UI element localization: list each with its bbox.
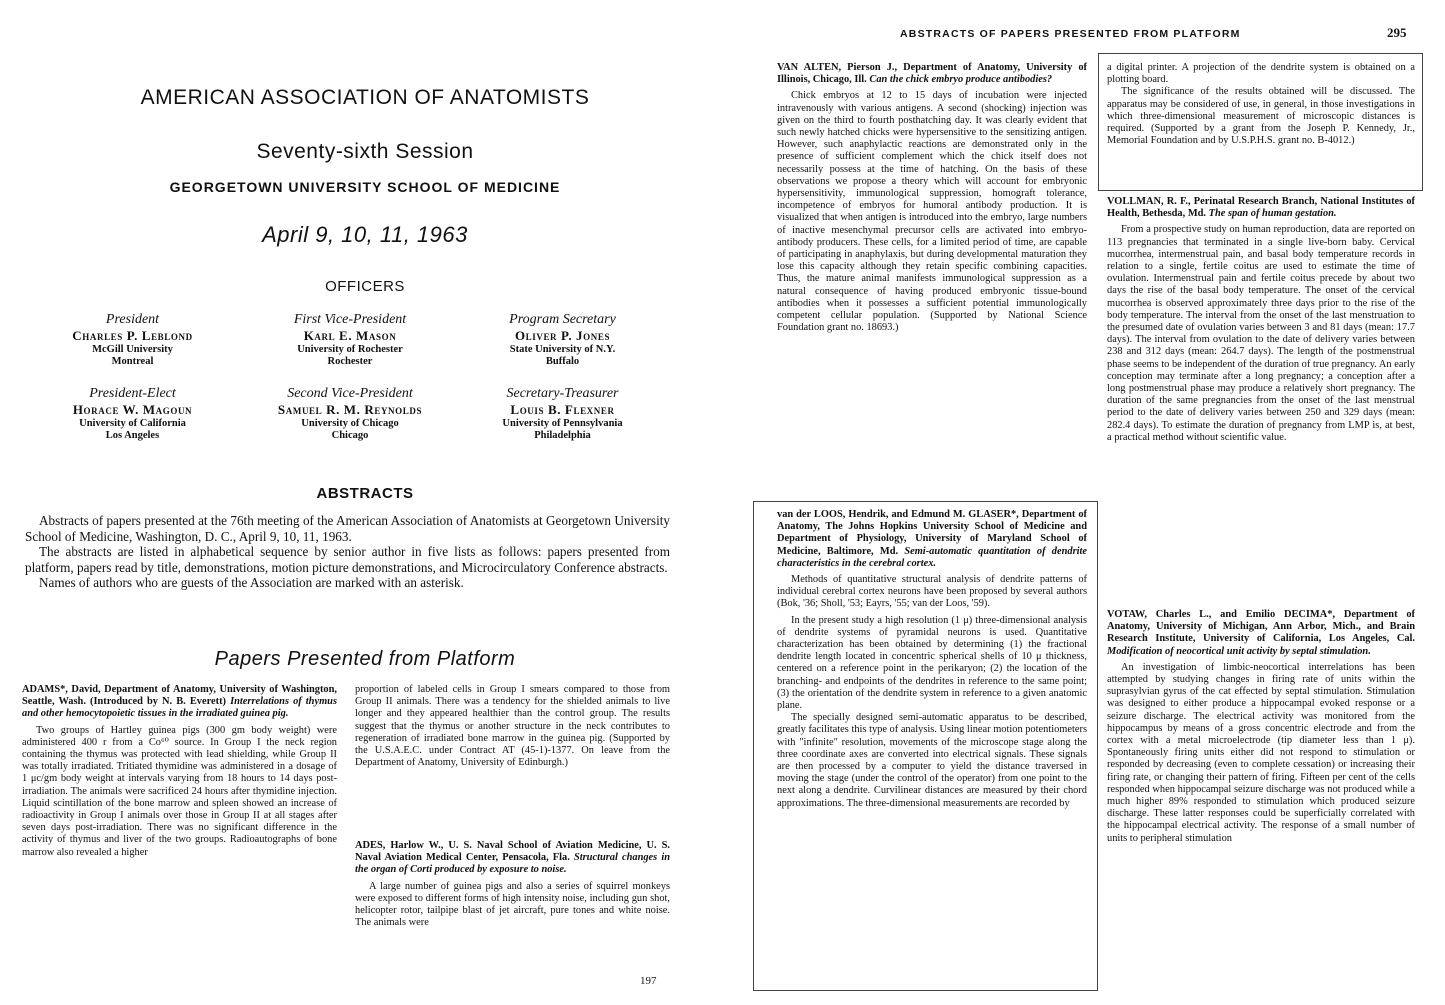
abstract-body: From a prospective study on human reproduction, data are reported on 113 pregnancies that terminated in a single live-born baby. Cervical mucorrhea, intermenstrual pain, and basal body temperature records in relation to a single, fertile coitus are used to estimate the time of ovulation. Intermenstrual pain and fertile coitus precede by about two days the rise of the basal body temperature. The onset of the cervical mucorrhea is observed approximately three days prior to the rise of the body temperature. The interval from the onset of the last menstruation to the presumed date of ovulation varies between 3 and 81 days (mean: 17.7 days). The interval from ovulation to the date of delivery varies between 238 and 312 days (mean: 264.7 days). The length of the postmenstrual phase seems to be independent of the duration of true pregnancy. An early conception may terminate after a long pregnancy; a conception after a long postmenstrual phase may produce a relatively short pregnancy. The duration of the same pregnancies from the onset of the last menstrual period to the date of delivery varies between 250 and 329 days (mean: 282.4 days). To estimate the duration of pregnancy from LMP is, at best, a practical method without scientific value. <box>1107 224 1415 443</box>
officer-city: Montreal <box>111 356 154 367</box>
introduction <box>25 513 670 591</box>
officer-name: Charles P. Leblond <box>72 328 193 343</box>
abstract-body: a digital printer. A projection of the dendrite system is obtained on a plotting board. <box>1107 62 1415 86</box>
officer-title: Secretary-Treasurer <box>506 386 619 401</box>
officer-title: President <box>105 312 160 327</box>
abstract-author: ADES, Harlow W., U. S. Naval School of Aviation Medicine, U. S. Naval Aviation Medical Center, Pensacola, Fla. <box>355 840 670 864</box>
page-number: 295 <box>1387 25 1407 40</box>
officer-president <box>30 312 235 368</box>
abstract-body: In the present study a high resolution (1 μ) three-dimensional analysis of dendrite systems of pyramidal neurons is used. Quantitative characterization has been obtained by determining (1) the fractional dendrite length located in concentric spherical shells of 10 μ thickness, centered on a reference point in the perikaryon; (2) the location of the branching- and endpoints of the dendrites in reference to the same point; (3) the orientation of the dendrite system in reference to a given anatomic plane. <box>777 614 1087 712</box>
abstract-votaw <box>1107 609 1415 845</box>
abstract-adams <box>22 684 337 859</box>
officer-city: Buffalo <box>545 356 580 367</box>
abstract-adams-continued <box>355 684 670 769</box>
abstract-title: The span of human gestation. <box>1208 208 1337 220</box>
officer-affiliation: University of California <box>79 418 186 429</box>
officer-affiliation: University of Chicago <box>301 418 399 429</box>
officer-secretary-treasurer <box>460 386 665 442</box>
abstract-author: ADAMS*, David, Department of Anatomy, University of Washington, Seattle, Wash. (Introduced by N. B. Everett) <box>22 684 337 708</box>
officer-name: Louis B. Flexner <box>510 402 615 417</box>
abstract-van-der-loos-continued <box>1107 62 1415 147</box>
intro-paragraph: Abstracts of papers presented at the 76th meeting of the American Association of Anatomists at Georgetown University School of Medicine, Washington, D. C., April 9, 10, 11, 1963. <box>25 513 670 544</box>
abstract-author: van der LOOS, Hendrik, and Edmund M. GLASER*, Department of Anatomy, The Johns Hopkins University School of Medicine and Department of Physiology, University of Maryland School of Medicine, Baltimore, Md. <box>777 509 1087 557</box>
officer-affiliation: University of Pennsylvania <box>502 418 623 429</box>
officer-affiliation: McGill University <box>92 344 173 355</box>
officer-name: Horace W. Magoun <box>72 402 193 417</box>
abstract-title: Semi-automatic quantitation of dendrite characteristics in the cerebral cortex. <box>777 545 1087 569</box>
abstract-van-der-loos <box>777 509 1087 810</box>
officers-heading: OFFICERS <box>325 278 405 295</box>
session-title: Seventy-sixth Session <box>256 140 474 163</box>
association-title: AMERICAN ASSOCIATION OF ANATOMISTS <box>140 86 590 109</box>
abstract-author: VAN ALTEN, Pierson J., Department of Anatomy, University of Illinois, Chicago, Ill. <box>777 62 1087 86</box>
intro-paragraph: Names of authors who are guests of the Association are marked with an asterisk. <box>39 575 464 590</box>
abstract-author: VOLLMAN, R. F., Perinatal Research Branch, National Institutes of Health, Bethesda, Md. <box>1107 196 1415 220</box>
officer-city: Chicago <box>331 430 369 441</box>
school-name: GEORGETOWN UNIVERSITY SCHOOL OF MEDICINE <box>169 179 561 195</box>
officer-title: President-Elect <box>89 386 176 401</box>
officer-affiliation: State University of N.Y. <box>509 344 616 355</box>
officer-name: Karl E. Mason <box>303 328 397 343</box>
officer-name: Samuel R. M. Reynolds <box>277 402 423 417</box>
abstract-vollman <box>1107 196 1415 444</box>
abstract-body: Methods of quantitative structural analysis of dendrite patterns of individual cerebral cortex neurons have been proposed by several authors (Bok, '36; Sholl, '53; Eayrs, '55; van der Loos, '59). <box>777 574 1087 610</box>
officer-city: Philadelphia <box>534 430 591 441</box>
running-head: ABSTRACTS OF PAPERS PRESENTED FROM PLATFORM <box>900 28 1241 40</box>
abstract-body: The specially designed semi-automatic apparatus to be described, greatly facilitates this type of analysis. Using linear motion potentiometers with "infinite" resolution, movements of the microscope stage along the three coordinate axes are converted into electrical signals. These signals are then processed by a computer to yield the distance traversed in moving the stage (under the control of the operator) from one point to the next along a dendrite. Curvilinear distances are measured by their chord approximations. The three-dimensional measurements are recorded by <box>777 712 1087 809</box>
officer-city: Los Angeles <box>105 430 160 441</box>
abstract-body: A large number of guinea pigs and also a series of squirrel monkeys were exposed to different forms of high intensity noise, including gun shot, helicopter rotor, tailpipe blast of jet aircraft, pure tones and white noise. The animals were <box>355 880 670 929</box>
papers-heading: Papers Presented from Platform <box>214 648 516 670</box>
right-journal-page <box>735 0 1445 1005</box>
intro-paragraph: The abstracts are listed in alphabetical sequence by senior author in five lists as follows: papers presented from platform, papers read by title, demonstrations, motion picture demonstrations, and Microcirculatory Conference abstracts. <box>25 544 670 575</box>
officer-president-elect <box>30 386 235 442</box>
officer-first-vice-president <box>245 312 455 368</box>
abstract-van-alten <box>777 62 1087 334</box>
officer-program-secretary <box>460 312 665 368</box>
page-number: 197 <box>640 975 657 987</box>
officer-name: Oliver P. Jones <box>514 328 611 343</box>
officer-second-vice-president <box>245 386 455 442</box>
meeting-dates: April 9, 10, 11, 1963 <box>262 222 468 247</box>
abstract-body: An investigation of limbic-neocortical interrelations has been attempted by studying changes in firing rate of units within the suprasylvian gyrus of the cat effected by septal stimulation. Stimulation was designed to either produce a hippocampal evoked response or a seizure discharge. The electrical activity was monitored from the hippocampus by means of a gross concentric electrode and from the cortex with a metal microelectrode (tip diameter less than 1 μ). Spontaneously firing units either did not respond to stimulation or responded by decreasing (even to complete cessation) or increasing their firing rate, or changing their pattern of firing. Fifteen per cent of the cells responded when hippocampal seizure discharge was not produced while a much higher 89% responded to stimulation which produced seizure discharge. These latter responses could be superficially correlated with the hippocampal electrical activity. The response of a small number of units to peripheral stimulation <box>1107 661 1415 844</box>
officer-city: Rochester <box>327 356 373 367</box>
officer-title: Program Secretary <box>509 312 616 327</box>
abstract-title: Structural changes in the organ of Corti produced by exposure to noise. <box>355 852 670 876</box>
abstract-author: VOTAW, Charles L., and Emilio DECIMA*, Department of Anatomy, University of Michigan, Ann Arbor, Mich., and Brain Research Institute, University of California, Los Angeles, Cal. <box>1107 609 1415 645</box>
abstract-title: Can the chick embryo produce antibodies? <box>869 74 1053 86</box>
abstract-title: Interrelations of thymus and other hemocytopoietic tissues in the irradiated guinea pig. <box>22 696 337 720</box>
abstract-body: Chick embryos at 12 to 15 days of incubation were injected intravenously with various antigens. A second (shocking) injection was given on the third to fourth posthatching day. It was clearly evident that such newly hatched chicks were hypersensitive to the sensitizing antigen. However, such anaphylactic reactions are demonstrated only in the presence of sufficient complement which the chick itself does not necessarily possess at the time of hatching. On the basis of these observations we propose a theory which will account for embryonic hypersensitivity, immunological suppression, homograft tolerance, incompetence of embryos for humoral antibody production. It is visualized that when antigen is introduced into the embryo, large numbers of inactive mesenchymal precursor cells are activated into embryo-antibody producers. These cells, for a limited period of time, are capable of participating in anaphylaxis, but during developmental maturation they lose this capacity although they retain specific combining capacities. Thus, the mature animal manifests immunological suppression as a natural consequence of having produced embryonic tissue-bound antibodies when it possesses a sufficient potential immunologically competent cellular population. (Supported by National Science Foundation grant no. 18693.) <box>777 90 1087 334</box>
officer-affiliation: University of Rochester <box>297 344 403 355</box>
officer-title: First Vice-President <box>293 312 407 327</box>
abstract-title: Modification of neocortical unit activity by septal stimulation. <box>1107 645 1371 657</box>
officer-title: Second Vice-President <box>287 386 413 401</box>
abstracts-heading: ABSTRACTS <box>316 485 414 502</box>
abstract-body: Two groups of Hartley guinea pigs (300 gm body weight) were administered 400 r from a Co⁶⁰ source. In Group I the neck region containing the thymus was protected with lead shielding, while Group II was totally irradiated. Tritiated thymidine was administered in a dosage of 1 μc/gm body weight at intervals varying from 18 hours to 14 days post-irradiation. The animals were sacrificed 24 hours after thymidine injection. Liquid scintillation of the bone marrow and spleen showed an increase of radioactivity in Group I animals over those in Group II at all stages after seven days post-irradiation. There was no significant difference in the activity of thymus and liver of the two groups. Radioautographs of bone marrow also revealed a higher <box>22 724 337 858</box>
abstract-body: The significance of the results obtained will be discussed. The apparatus may be considered of use, in general, in those investigations in which three-dimensional measurement of microscopic distances is required. (Supported by a grant from the Joseph P. Kennedy, Jr., Memorial Foundation and by U.S.P.H.S. grant no. B-4012.) <box>1107 86 1415 147</box>
abstract-ades <box>355 840 670 929</box>
abstract-body: proportion of labeled cells in Group I smears compared to those from Group II animals. There was a tendency for the shielded animals to live longer and they appeared healthier than the control group. The results suggest that the thymus or another structure in the neck contributes to regeneration of irradiated bone marrow in the guinea pig. (Supported by the U.S.A.E.C. under Contract AT (45-1)-1377. On leave from the Department of Anatomy, University of Edinburgh.) <box>355 684 670 769</box>
